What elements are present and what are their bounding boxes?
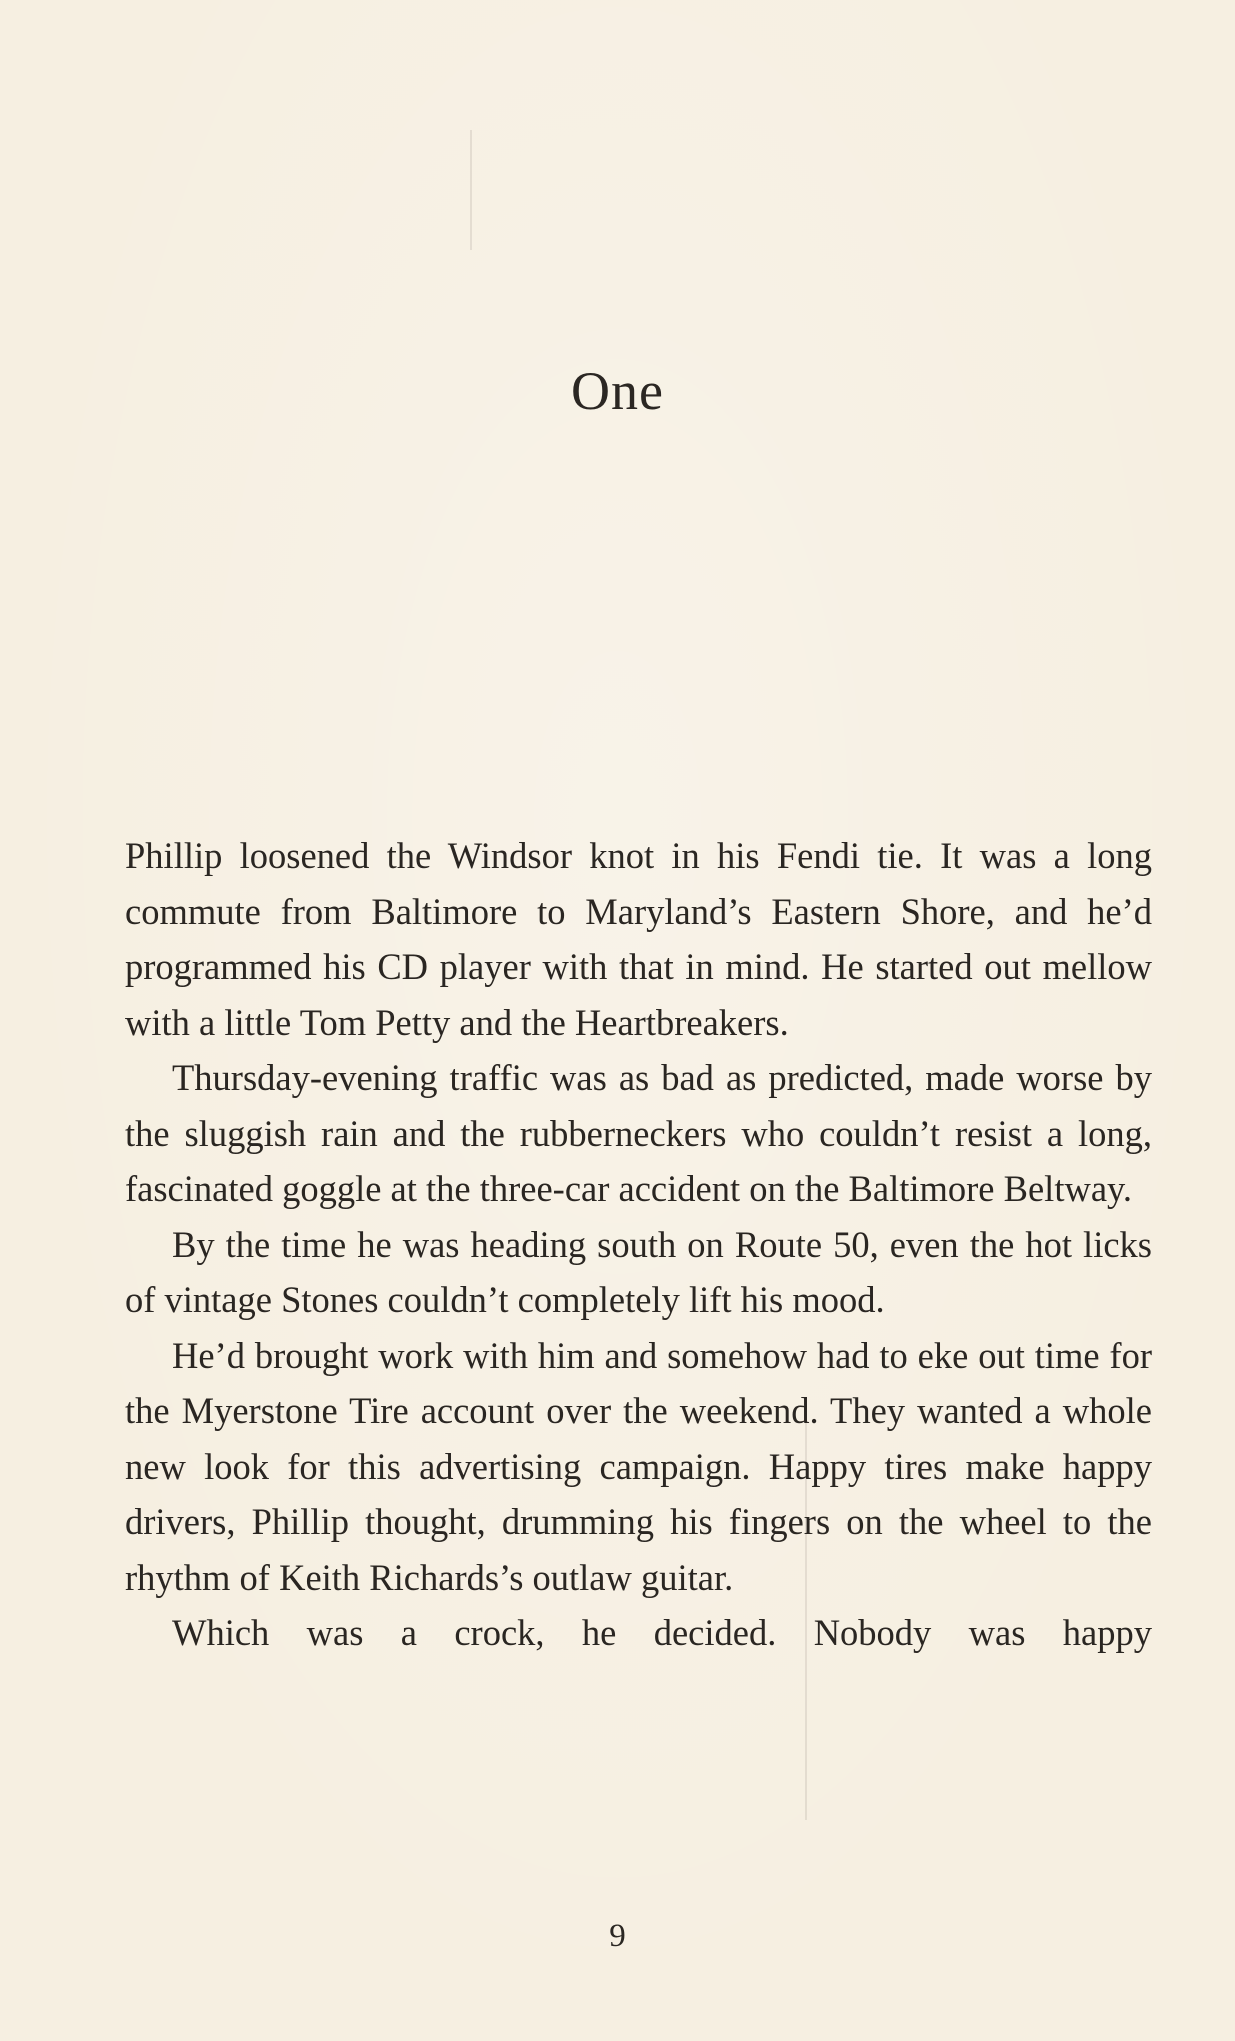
paragraph: By the time he was heading south on Route 50, even the hot licks of vintage Stones couldn’t completely lift his mood. (125, 1223, 1152, 1320)
paragraph: Phillip loosened the Windsor knot in his Fendi tie. It was a long commute from Baltimore to Maryland’s Eastern Shore, and he’d programmed his CD player with that in mind. He started out mellow with a little Tom Petty and the Heartbreakers. (125, 835, 1152, 1043)
paragraph: Which was a crock, he decided. Nobody was happy (172, 1612, 1152, 1653)
page-number: 9 (609, 1918, 626, 1954)
chapter-body (125, 828, 1152, 1661)
page-crease (470, 130, 472, 250)
paragraph: Thursday-evening traffic was as bad as predicted, made worse by the sluggish rain and the rubberneckers who couldn’t resist a long, fascinated goggle at the three-car accident on the Baltimore Beltway. (125, 1057, 1152, 1209)
paragraph: He’d brought work with him and somehow had to eke out time for the Myerstone Tire account over the weekend. They wanted a whole new look for this advertising campaign. Happy tires make happy drivers, Phillip thought, drumming his fingers on the wheel to the rhythm of Keith Richards’s outlaw guitar. (125, 1334, 1152, 1598)
chapter-title: One (571, 361, 664, 421)
